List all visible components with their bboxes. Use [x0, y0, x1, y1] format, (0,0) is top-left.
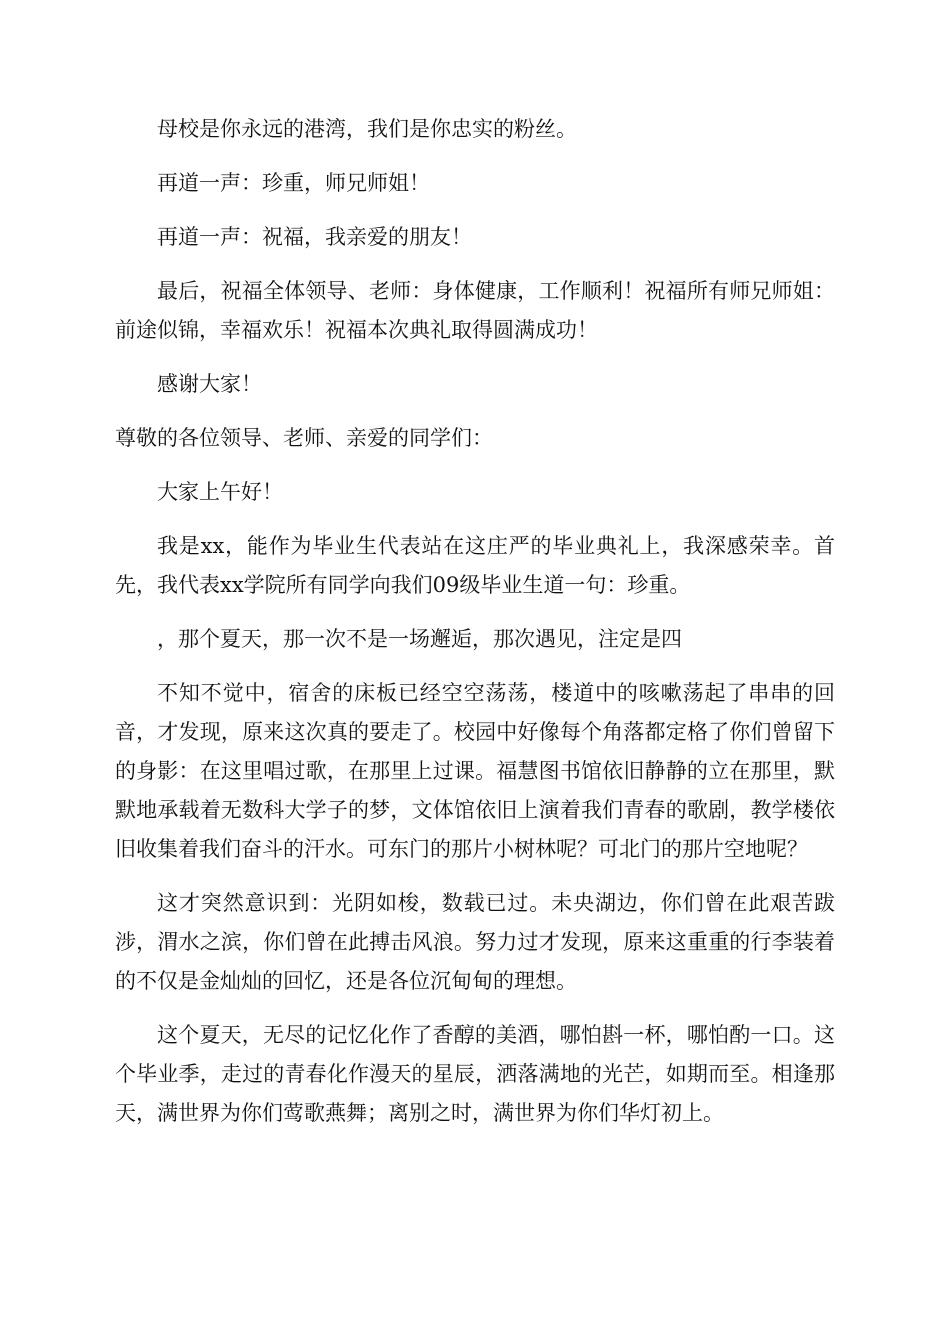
paragraph-3: 再道一声：祝福，我亲爱的朋友！: [157, 225, 472, 249]
paragraph-2: 再道一声：珍重，师兄师姐！: [157, 171, 430, 195]
salutation: 尊敬的各位领导、老师、亲爱的同学们：: [115, 426, 493, 450]
paragraph-10: 不知不觉中，宿舍的床板已经空空荡荡，楼道中的咳嗽荡起了串串的回音，才发现，原来这次真的要走了。校园中好像每个角落都定格了你们曾留下的身影：在这里唱过歌，在那里上过课。福慧图书馆依旧静静的立在那里，默默地承载着无数科大学子的梦，文体馆依旧上演着我们青春的歌剧，教学楼依旧收集着我们奋斗的汗水。可东门的那片小树林呢？可北门的那片空地呢？: [115, 681, 835, 861]
paragraph-9: ，那个夏天，那一次不是一场邂逅，那次遇见，注定是四: [157, 627, 682, 651]
paragraph-1: 母校是你永远的港湾，我们是你忠实的粉丝。: [157, 117, 577, 141]
paragraph-11: 这才突然意识到：光阴如梭，数载已过。未央湖边，你们曾在此艰苦跋涉，渭水之滨，你们曾在此搏击风浪。努力过才发现，原来这重重的行李装着的不仅是金灿灿的回忆，还是各位沉甸甸的理想。: [115, 891, 835, 993]
paragraph-4: 最后，祝福全体领导、老师：身体健康，工作顺利！祝福所有师兄师姐：前途似锦，幸福欢乐！祝福本次典礼取得圆满成功！: [115, 279, 835, 342]
paragraph-5: 感谢大家！: [157, 372, 262, 396]
paragraph-8: 我是xx，能作为毕业生代表站在这庄严的毕业典礼上，我深感荣幸。首先，我代表xx学院所有同学向我们09级毕业生道一句：珍重。: [115, 534, 835, 597]
greeting: 大家上午好！: [157, 480, 283, 504]
document-body: [115, 110, 835, 1148]
paragraph-12: 这个夏天，无尽的记忆化作了香醇的美酒，哪怕斟一杯，哪怕酌一口。这个毕业季，走过的青春化作漫天的星辰，洒落满地的光芒，如期而至。相逢那天，满世界为你们莺歌燕舞；离别之时，满世界为你们华灯初上。: [115, 1023, 835, 1125]
